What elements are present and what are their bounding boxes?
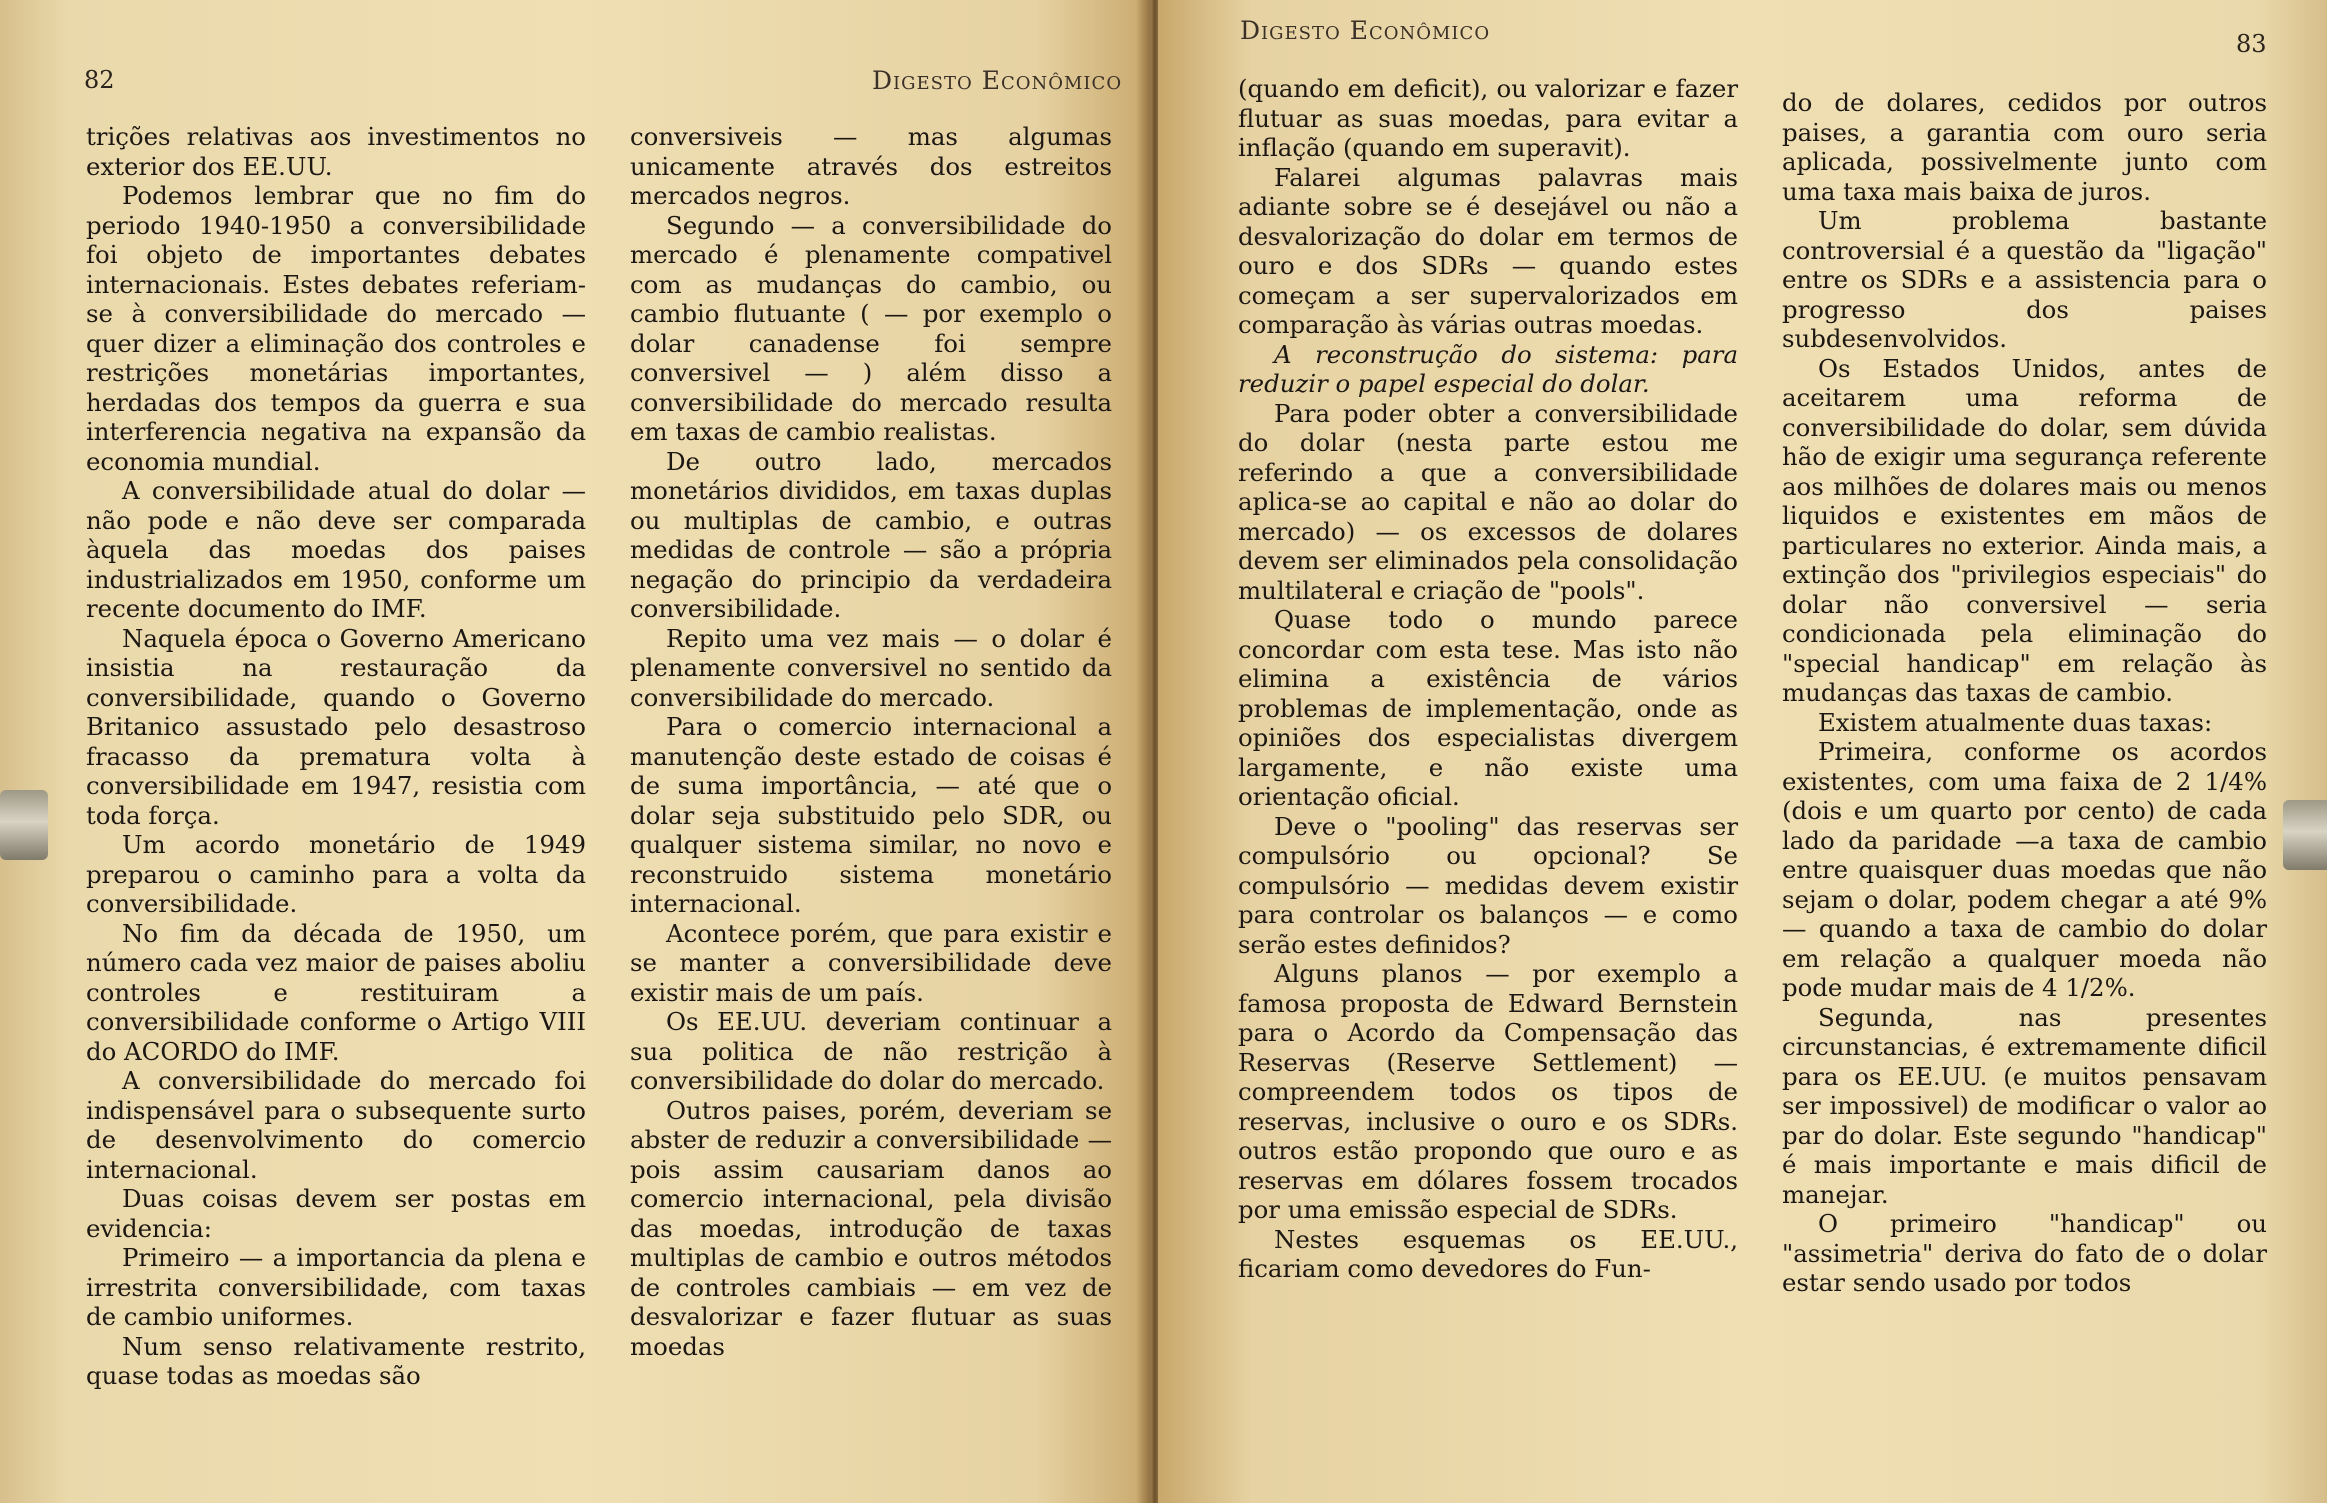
paragraph: (quando em deficit), ou valorizar e fazer flutuar as suas moedas, para evitar a inflação (quando em superavit).	[1238, 74, 1738, 162]
page-number: 83	[2236, 30, 2267, 58]
paragraph: Existem atualmente duas taxas:	[1818, 707, 2213, 737]
paragraph: O primeiro "handicap" ou "assimetria" deriva do fato de o dolar estar sendo usado por todos	[1782, 1209, 2267, 1297]
binder-clip	[2283, 800, 2327, 870]
paragraph: Segunda, nas presentes circunstancias, é extremamente dificil para os EE.UU. (e muitos pensavam ser impossivel) de modificar o valor ao par do dolar. Este segundo "handicap" é mais importante e mais dificil de manejar.	[1782, 1002, 2267, 1209]
text-column-2	[1782, 88, 2267, 1298]
paragraph: Num senso relativamente restrito, quase todas as moedas são	[86, 1331, 586, 1390]
paragraph: Os EE.UU. deveriam continuar a sua politica de não restrição à conversibilidade do dolar do mercado.	[630, 1007, 1112, 1095]
paragraph: conversiveis — mas algumas unicamente através dos estreitos mercados negros.	[630, 122, 1112, 210]
running-header: Digesto Econômico	[1240, 16, 1491, 45]
text-column-1	[1238, 74, 1738, 1284]
section-heading: A reconstrução do sistema: para reduzir o papel especial do dolar.	[1238, 339, 1738, 398]
paragraph-heading	[1238, 340, 1738, 399]
binder-clip	[0, 790, 48, 860]
paragraph: trições relativas aos investimentos no exterior dos EE.UU.	[86, 122, 586, 181]
paragraph: No fim da década de 1950, um número cada vez maior de paises aboliu controles e restituiram a conversibilidade conforme o Artigo VIII do ACORDO do IMF.	[86, 918, 586, 1066]
paragraph: do de dolares, cedidos por outros paises, a garantia com ouro seria aplicada, possivelmente junto com uma taxa mais baixa de juros.	[1782, 88, 2267, 206]
paragraph: Os Estados Unidos, antes de aceitarem uma reforma de conversibilidade do dolar, sem dúvida hão de exigir uma segurança referente aos milhões de dolares mais ou menos liquidos e existentes em mãos de particulares no exterior. Ainda mais, a extinção dos "privilegios especiais" do dolar não conversivel — seria condicionada pela eliminação do "special handicap" em relação às mudanças das taxas de cambio.	[1782, 353, 2267, 707]
text-column-1	[86, 122, 586, 1391]
paragraph: Um problema bastante controversial é a questão da "ligação" entre os SDRs e a assistencia para o progresso dos paises subdesenvolvidos.	[1782, 206, 2267, 353]
paragraph: Podemos lembrar que no fim do periodo 1940-1950 a conversibilidade foi objeto de importantes debates internacionais. Estes debates referiam-se à conversibilidade do mercado — quer dizer a eliminação dos controles e restrições monetárias importantes, herdadas dos tempos da guerra e sua interferencia negativa na expansão da economia mundial.	[86, 181, 586, 476]
left-page	[0, 0, 1150, 1503]
paragraph: A conversibilidade atual do dolar — não pode e não deve ser comparada àquela das moedas dos paises industrializados em 1950, conforme um recente documento do IMF.	[86, 476, 586, 623]
paragraph: Segundo — a conversibilidade do mercado é plenamente compativel com as mudanças do cambio, ou cambio flutuante ( — por exemplo o dolar canadense foi sempre conversivel — ) além disso a conversibilidade do mercado resulta em taxas de cambio realistas.	[630, 210, 1112, 446]
paragraph: Primeiro — a importancia da plena e irrestrita conversibilidade, com taxas de cambio uniformes.	[86, 1243, 586, 1331]
paragraph: Um acordo monetário de 1949 preparou o caminho para a volta da conversibilidade.	[86, 830, 586, 918]
paragraph: Para poder obter a conversibilidade do dolar (nesta parte estou me referindo a que a conversibilidade aplica-se ao capital e não ao dolar do mercado) — os excessos de dolares devem ser eliminados pela consolidação multilateral e criação de "pools".	[1238, 398, 1738, 605]
paragraph: Nestes esquemas os EE.UU., ficariam como devedores do Fun-	[1238, 1224, 1738, 1283]
paragraph: Acontece porém, que para existir e se manter a conversibilidade deve existir mais de um país.	[630, 918, 1112, 1007]
paragraph: Duas coisas devem ser postas em evidencia:	[86, 1184, 586, 1243]
paragraph: Deve o "pooling" das reservas ser compulsório ou opcional? Se compulsório — medidas devem existir para controlar os balanços — e como serão estes definidos?	[1238, 811, 1738, 959]
paragraph: De outro lado, mercados monetários divididos, em taxas duplas ou multiplas de cambio, e outras medidas de controle — são a própria negação do principio da verdadeira conversibilidade.	[630, 446, 1112, 623]
paragraph: Outros paises, porém, deveriam se abster de reduzir a conversibilidade — pois assim causariam danos ao comercio internacional, pela divisão das moedas, introdução de taxas multiplas de cambio e outros métodos de controles cambiais — em vez de desvalorizar e fazer flutuar as suas moedas	[630, 1095, 1112, 1361]
paragraph: Falarei algumas palavras mais adiante sobre se é desejável ou não a desvalorização do dolar em termos de ouro e dos SDRs — quando estes começam a ser supervalorizados em comparação às várias outras moedas.	[1238, 162, 1738, 339]
paragraph: A conversibilidade do mercado foi indispensável para o subsequente surto de desenvolvimento do comercio internacional.	[86, 1066, 586, 1184]
paragraph: Primeira, conforme os acordos existentes, com uma faixa de 2 1/4% (dois e um quarto por cento) de cada lado da paridade —a taxa de cambio entre quaisquer duas moedas que não sejam o dolar, podem chegar a até 9% — quando a taxa de cambio do dolar em relação a qualquer moeda não pode mudar mais de 4 1/2%.	[1782, 737, 2267, 1002]
page-number: 82	[84, 66, 115, 94]
paragraph: Repito uma vez mais — o dolar é plenamente conversivel no sentido da conversibilidade do mercado.	[630, 623, 1112, 712]
text-column-2	[630, 122, 1112, 1361]
paragraph: Naquela época o Governo Americano insistia na restauração da conversibilidade, quando o Governo Britanico assustado pelo desastroso fracasso da prematura volta à conversibilidade em 1947, resistia com toda força.	[86, 623, 586, 830]
right-page	[1158, 0, 2327, 1503]
paragraph: Para o comercio internacional a manutenção deste estado de coisas é de suma importância, — até que o dolar seja substituido pelo SDR, ou qualquer sistema similar, no novo e reconstruido sistema monetário internacional.	[630, 712, 1112, 918]
paragraph: Alguns planos — por exemplo a famosa proposta de Edward Bernstein para o Acordo da Compensação das Reservas (Reserve Settlement) — compreendem todos os tipos de reservas, inclusive o ouro e os SDRs. outros estão propondo que ouro e as reservas em dólares fossem trocados por uma emissão especial de SDRs.	[1238, 959, 1738, 1224]
running-header: Digesto Econômico	[872, 66, 1123, 95]
paragraph: Quase todo o mundo parece concordar com esta tese. Mas isto não elimina a existência de vários problemas de implementação, onde as opiniões dos especialistas divergem largamente, e não existe uma orientação oficial.	[1238, 605, 1738, 811]
